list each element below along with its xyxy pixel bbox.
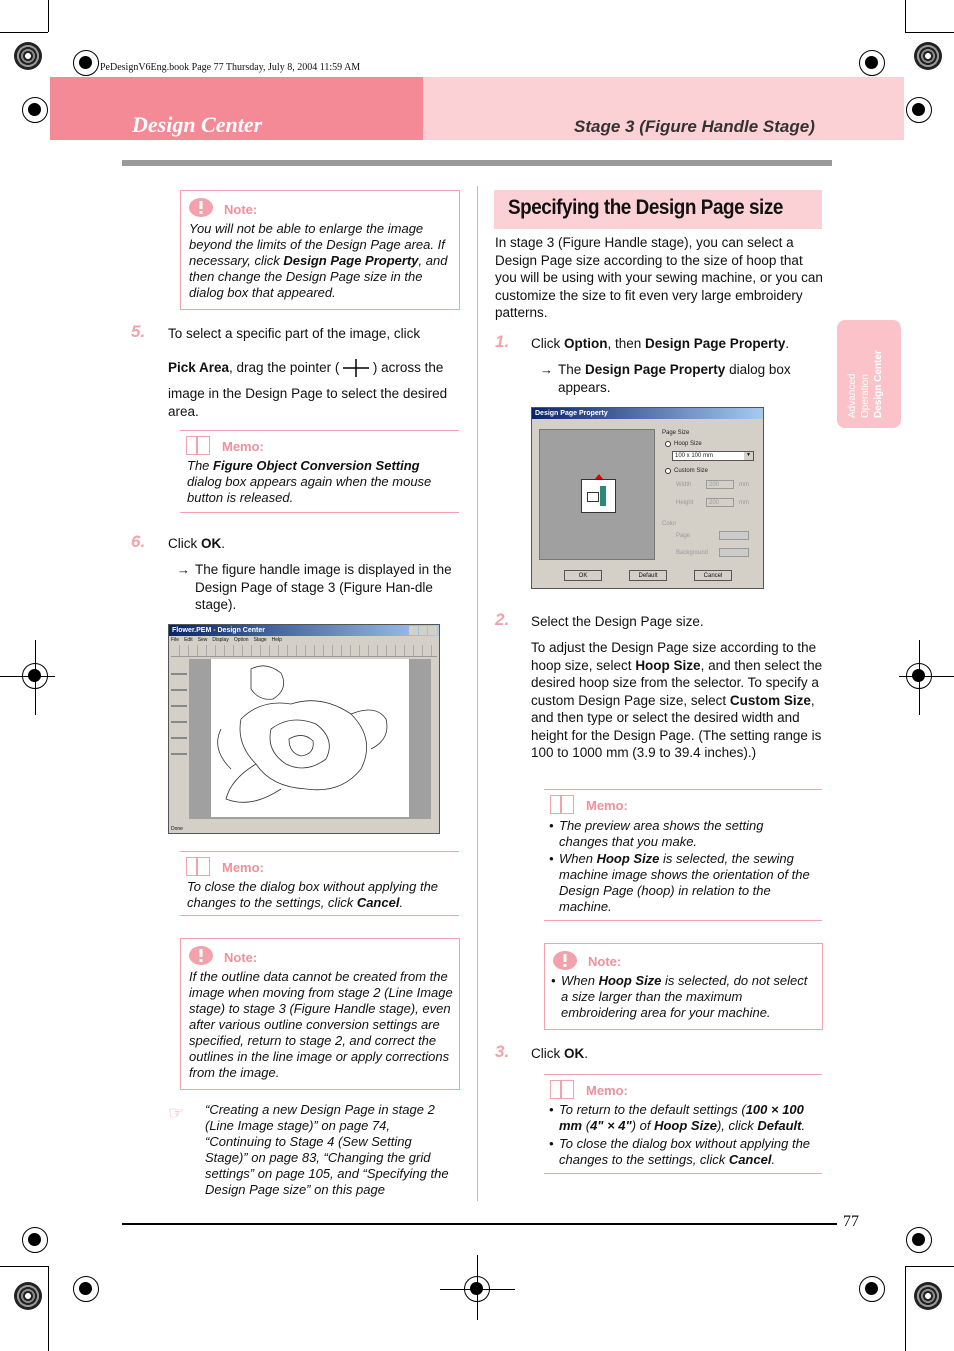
page-color-select[interactable] [719, 531, 749, 540]
step-paragraph [531, 639, 827, 762]
memo-bullet [559, 1136, 817, 1168]
memo-bullet-marker: • [549, 1136, 554, 1151]
memo-text-part: To close the dialog box without applying the changes to the settings, click [559, 1136, 811, 1167]
memo-text-part: . [771, 1152, 776, 1167]
memo-bullet: The preview area shows the setting changes that you make. [559, 818, 764, 849]
step-text-part: Click [168, 536, 201, 551]
memo-text-part: ) of [631, 1118, 655, 1133]
height-value: 200 [709, 500, 720, 506]
step-text-bold: OK [564, 1046, 585, 1061]
memo-text-bold: Figure Object Conversion Setting [213, 458, 420, 473]
memo-text-bold: 4" × 4" [590, 1118, 632, 1133]
crop-mark [477, 1255, 478, 1320]
toolbar [171, 645, 437, 657]
registration-mark [22, 1227, 48, 1253]
registration-mark [859, 1276, 885, 1302]
menu-bar [171, 637, 282, 645]
memo-text-bold: Hoop Size [596, 851, 660, 866]
pointing-hand-icon: ☞ [168, 1103, 185, 1123]
hoop-size-label: Hoop Size [674, 441, 702, 447]
memo-label: Memo: [586, 1083, 628, 1098]
crosshair-icon [343, 359, 369, 377]
menu-item: Edit [184, 637, 193, 643]
crop-mark [905, 1266, 954, 1267]
memo-book-icon [550, 795, 574, 814]
footer-rule [122, 1223, 837, 1225]
custom-size-radio[interactable] [665, 468, 671, 474]
step-text: Select the Design Page size. [531, 614, 704, 629]
registration-disc [914, 1282, 942, 1310]
height-input[interactable] [706, 498, 734, 507]
note-bullet-marker: • [551, 973, 556, 988]
memo-text-part: . [801, 1118, 806, 1133]
result-text-part: dialog box appears. [558, 362, 791, 395]
crop-mark [905, 1266, 906, 1351]
step-text: image in the Design Page to select the desired area. [168, 386, 448, 419]
warning-icon [552, 950, 578, 971]
memo-text-bold: Hoop Size [654, 1118, 717, 1133]
page-number: 77 [843, 1213, 859, 1230]
result-text [558, 361, 813, 396]
memo-bullet [559, 1102, 817, 1134]
memo-bullet-marker: • [549, 818, 554, 833]
step-number: 5. [131, 322, 146, 341]
width-input[interactable] [706, 480, 734, 489]
menu-item: File [171, 637, 180, 643]
memo-bullet [559, 851, 814, 915]
step-text-part: ) across the [372, 360, 444, 375]
section-title: Specifying the Design Page size [508, 196, 783, 219]
pick-area-label: Pick Area [168, 360, 230, 375]
memo-text-part: is selected, the sewing machine image shows the orientation of the Design Page (hoop) in relation to the machine. [559, 851, 810, 914]
para-bold: Hoop Size [635, 657, 701, 673]
result-text: The figure handle image is displayed in the Design Page of stage 3 (Figure Han-dle stage). [195, 562, 452, 612]
memo-text-part: To return to the default settings ( [559, 1102, 746, 1117]
step-text [168, 535, 225, 553]
crop-mark [919, 640, 920, 715]
cancel-button[interactable]: Cancel [694, 570, 732, 581]
registration-mark [73, 1276, 99, 1302]
column-divider [477, 186, 478, 1201]
design-center-screenshot [168, 624, 440, 834]
step-number: 3. [495, 1042, 510, 1061]
note-text: If the outline data cannot be created from the image when moving from stage 2 (Line Image stage) to stage 3 (Figure Handle stage), even after various outline conversion settings are specified, return to stage 2, and correct the outlines in the line image or apply corrections from the image. [189, 969, 453, 1080]
background-color-select[interactable] [719, 548, 749, 557]
side-tab-line1: Advanced Operation [847, 373, 871, 418]
menu-item: Help [271, 637, 282, 643]
step-text [531, 335, 789, 353]
registration-mark [73, 50, 99, 76]
crop-mark [0, 676, 55, 677]
chevron-down-icon: ▼ [744, 452, 753, 460]
hoop-size-select[interactable] [672, 451, 754, 461]
chapter-title: Design Center [132, 112, 263, 137]
header-rule [122, 160, 832, 166]
width-label: Width [676, 482, 692, 488]
step-text-bold: Design Page Property [645, 336, 786, 351]
height-unit: mm [739, 500, 749, 506]
note-text [561, 973, 816, 1021]
memo-text-bold: Cancel [356, 895, 400, 910]
sewing-machine-icon [581, 479, 616, 513]
preview-area [539, 429, 655, 560]
memo-book-icon [186, 436, 210, 455]
warning-icon [188, 197, 214, 218]
memo-label: Memo: [586, 798, 628, 813]
memo-text-part: ), click [716, 1118, 758, 1133]
step-number: 2. [495, 610, 510, 629]
registration-disc [14, 1282, 42, 1310]
step-text-part: , then [607, 336, 646, 351]
menu-item: Option [233, 637, 249, 643]
memo-text [187, 458, 455, 506]
step-text [531, 1045, 588, 1063]
memo-text-part: . [399, 895, 404, 910]
registration-disc [14, 42, 42, 70]
registration-mark [22, 97, 48, 123]
hoop-size-radio[interactable] [665, 441, 671, 447]
memo-text-part: ( [582, 1118, 591, 1133]
step-text-part: . [221, 536, 226, 551]
design-page-area [189, 659, 431, 819]
page-size-label: Page Size [662, 430, 690, 436]
tool-palette [171, 659, 187, 769]
result-arrow-icon: → [177, 562, 190, 577]
width-unit: mm [739, 482, 749, 488]
custom-size-label: Custom Size [674, 468, 709, 474]
step-text-part: . [584, 1046, 589, 1061]
memo-bullet-marker: • [549, 851, 554, 866]
memo-text-bold: 100 × 100 mm [559, 1102, 804, 1133]
step-text-bold: OK [201, 536, 222, 551]
crop-mark [899, 676, 954, 677]
crop-mark [48, 1266, 49, 1351]
memo-label: Memo: [222, 860, 264, 875]
section-stage-title: Stage 3 (Figure Handle Stage) [574, 117, 815, 136]
ok-button[interactable]: OK [564, 570, 602, 581]
crop-mark [0, 1266, 48, 1267]
note-text: You will not be able to enlarge the image beyond the limits of the Design Page area. If necessary, click Design Page Property, and then change the Design Page size in the dialog box that appeared. [189, 221, 448, 300]
crop-mark [0, 32, 48, 33]
file-info: PeDesignV6Eng.book Page 77 Thursday, July 8, 2004 11:59 AM [100, 62, 361, 73]
note-label: Note: [224, 202, 258, 217]
registration-mark [906, 1227, 932, 1253]
menu-item: Stage [253, 637, 267, 643]
registration-mark [906, 97, 932, 123]
step-text [168, 359, 443, 377]
crop-mark [905, 32, 954, 33]
memo-bullet-marker: • [549, 1102, 554, 1117]
intro-text: In stage 3 (Figure Handle stage), you can select a Design Page size according to the size of hoop that you will be using with your sewing machine, or you can customize the size to fit even very large embroidery patterns. [495, 235, 823, 320]
step-number: 6. [131, 532, 146, 551]
status-bar: Done [171, 826, 183, 832]
hoop-size-value: 100 x 100 mm [675, 453, 714, 459]
menu-item: Sew [197, 637, 208, 643]
crop-mark [440, 1289, 515, 1290]
note-label: Note: [224, 950, 258, 965]
step-text-bold: Option [564, 336, 608, 351]
memo-book-icon [550, 1080, 574, 1099]
memo-text-part: dialog box appears again when the mouse button is released. [187, 474, 432, 505]
warning-icon [188, 945, 214, 966]
crop-mark [35, 640, 36, 715]
note-text-part: is selected, do not select a size larger than the maximum embroidering area for your machine. [561, 973, 808, 1020]
crop-mark [905, 0, 906, 32]
page-color-label: Page [676, 533, 691, 539]
dialog-title: Design Page Property [532, 408, 763, 419]
para-bold: Custom Size [729, 692, 811, 708]
height-label: Height [676, 500, 694, 506]
background-color-label: Background [676, 550, 709, 556]
registration-mark [859, 50, 885, 76]
note-label: Note: [588, 954, 622, 969]
para-part: , and then select the desired hoop size from the selector. To specify a custom Design Page size, select [531, 657, 823, 708]
memo-text-bold: Default [757, 1118, 802, 1133]
menu-item: Display [212, 637, 229, 643]
memo-text-bold: Cancel [728, 1152, 772, 1167]
step-text-part: . [785, 336, 790, 351]
memo-text-part: To close the dialog box without applying the changes to the settings, click [187, 879, 439, 910]
step-number: 1. [495, 332, 510, 351]
crop-mark [48, 0, 49, 32]
step-text: To select a specific part of the image, click [168, 326, 421, 341]
rose-line-image [211, 659, 409, 817]
window-title: Flower.PEM - Design Center [169, 625, 439, 636]
default-button[interactable]: Default [629, 570, 667, 581]
memo-book-icon [186, 857, 210, 876]
side-tab-line2: Design Center [873, 350, 884, 418]
memo-text [187, 879, 455, 911]
step-text-part: Click [531, 336, 564, 351]
step-text-part: Click [531, 1046, 564, 1061]
reference-text: “Creating a new Design Page in stage 2 (Line Image stage)” on page 74, “Continuing to Stage 4 (Sew Setting Stage)” on page 83, “Changing the grid settings” on page 105, and “Specifying the Design Page size” on this page [205, 1102, 449, 1197]
result-arrow-icon: → [540, 362, 553, 377]
side-tab-label [846, 328, 894, 418]
memo-label: Memo: [222, 439, 264, 454]
registration-disc [914, 42, 942, 70]
result-text-part: The [558, 362, 586, 377]
note-text-part: When [561, 973, 599, 988]
result-text-bold: Design Page Property [585, 362, 726, 377]
color-label: Color [662, 521, 677, 527]
step-text-part: , drag the pointer ( [229, 360, 340, 375]
para-part: To adjust the Design Page size according to the hoop size, select [531, 640, 817, 673]
design-page-property-dialog [531, 407, 764, 589]
width-value: 200 [709, 482, 720, 488]
memo-text-part: When [559, 851, 597, 866]
note-text-bold: Hoop Size [598, 973, 662, 988]
window-controls [409, 626, 437, 635]
memo-text-part: The [187, 458, 214, 473]
para-part: , and then type or select the desired width and height for the Design Page. (The setting range is 100 to 1000 mm (3.9 to 39.4 inches).) [531, 692, 822, 760]
